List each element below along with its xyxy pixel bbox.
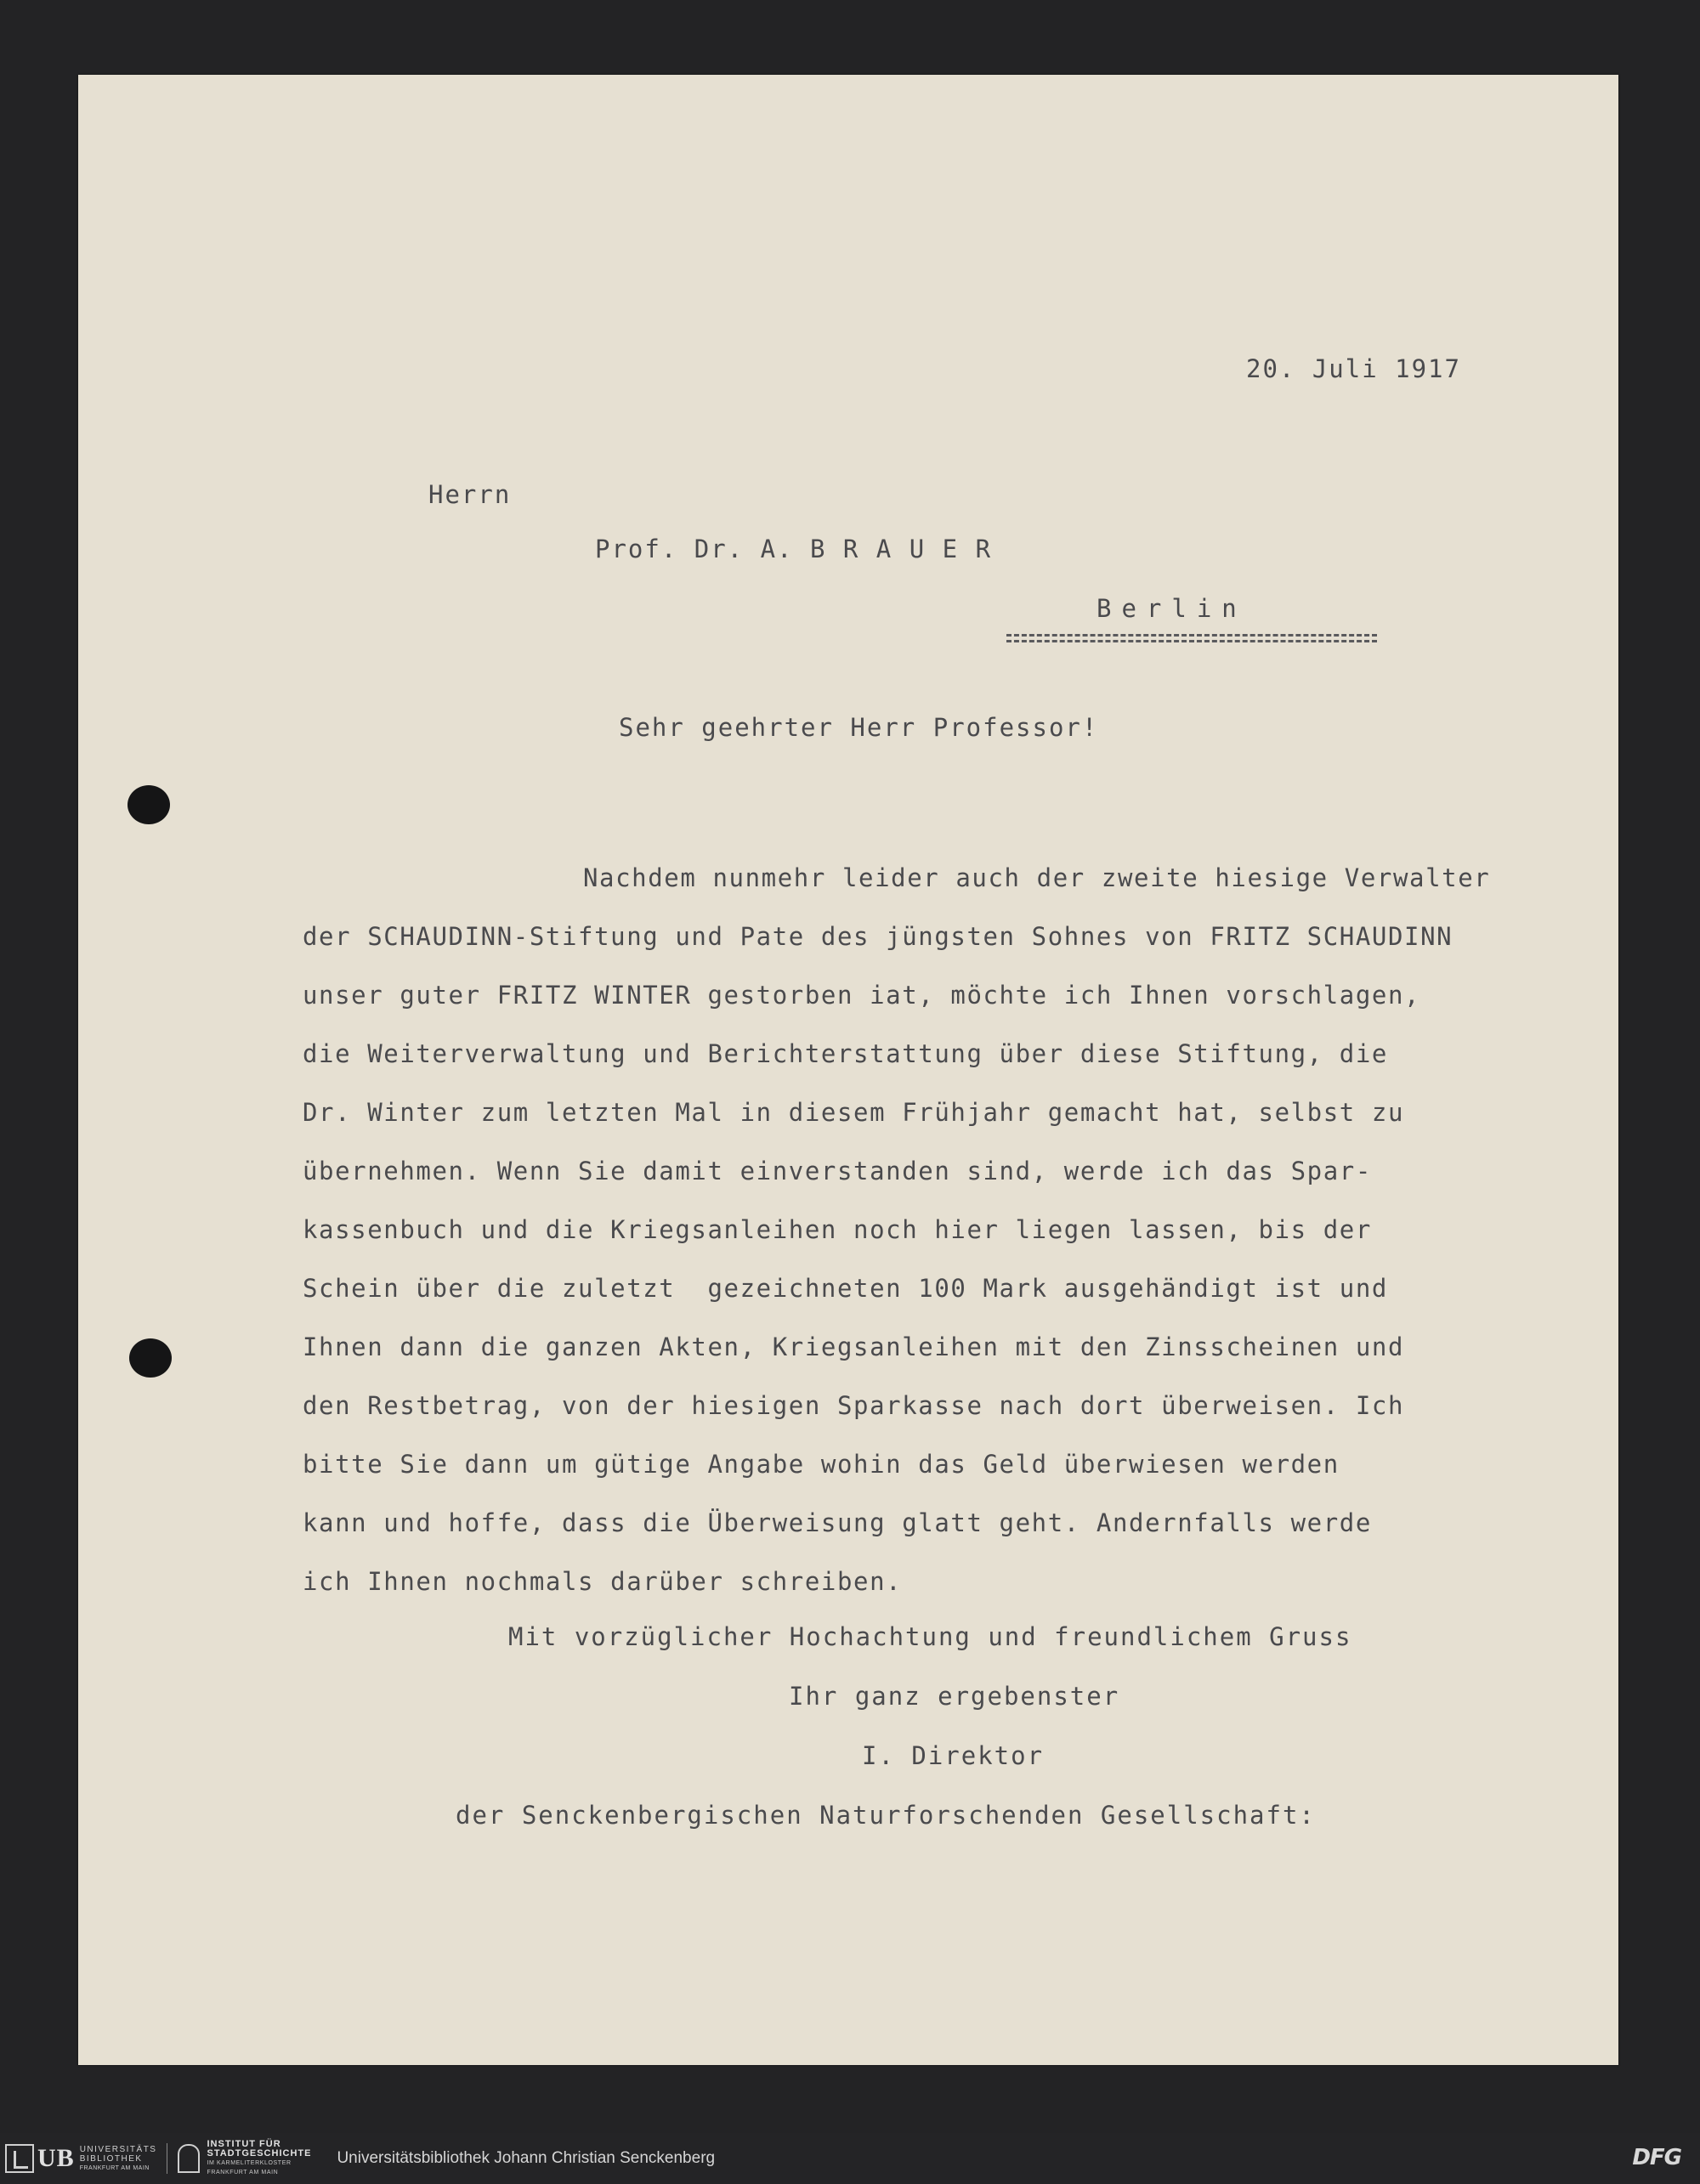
ub-logo: [5, 2140, 156, 2177]
institut-line-2: STADTGESCHICHTE: [207, 2148, 312, 2159]
letter-greeting: Sehr geehrter Herr Professor!: [619, 713, 1099, 742]
institut-line-3: IM KARMELITERKLOSTER: [207, 2160, 292, 2166]
closing-sender: Ihr ganz ergebenster: [789, 1682, 1120, 1711]
letter-body: [303, 863, 1618, 1626]
library-name: Universitätsbibliothek Johann Christian Senckenberg: [337, 2149, 716, 2167]
body-line: kann und hoffe, dass die Überweisung glatt geht. Andernfalls werde: [303, 1508, 1372, 1537]
ub-line-3: FRANKFURT AM MAIN: [79, 2164, 150, 2171]
body-line: bitte Sie dann um gütige Angabe wohin das Geld überwiesen werden: [303, 1450, 1340, 1479]
body-line: ich Ihnen nochmals darüber schreiben.: [303, 1567, 903, 1596]
body-line: Dr. Winter zum letzten Mal in diesem Frühjahr gemacht hat, selbst zu: [303, 1098, 1405, 1127]
recipient-city: Berlin: [1096, 594, 1247, 623]
institut-line-4: FRANKFURT AM MAIN: [207, 2170, 279, 2176]
city-underline: [1006, 634, 1377, 642]
ub-line-1: UNIVERSITÄTS: [79, 2144, 157, 2154]
footer-bar: [0, 2133, 1700, 2184]
ub-letters: UB: [37, 2144, 75, 2172]
body-line: die Weiterverwaltung und Berichterstattung über diese Stiftung, die: [303, 1039, 1388, 1068]
body-line: Schein über die zuletzt gezeichneten 100 Mark ausgehändigt ist und: [303, 1274, 1388, 1303]
punch-hole-bottom: [129, 1338, 172, 1378]
punch-hole-top: [128, 785, 170, 824]
ub-logo-text: [80, 2145, 157, 2173]
body-line: kassenbuch und die Kriegsanleihen noch hier liegen lassen, bis der: [303, 1215, 1372, 1244]
body-line: Nachdem nunmehr leider auch der zweite hiesige Verwalter: [583, 863, 1491, 892]
closing-regards: Mit vorzüglicher Hochachtung und freundlichem Gruss: [508, 1622, 1352, 1651]
institut-line-1: INSTITUT FÜR: [207, 2139, 281, 2149]
closing-title: I. Direktor: [862, 1741, 1045, 1770]
letter-date: 20. Juli 1917: [1246, 354, 1461, 383]
body-line: Ihnen dann die ganzen Akten, Kriegsanleihen mit den Zinsscheinen und: [303, 1332, 1405, 1361]
recipient-salutation: Herrn: [428, 480, 512, 509]
dfg-logo: DFG: [1632, 2145, 1681, 2170]
institut-arch-icon: [178, 2144, 200, 2173]
body-line: übernehmen. Wenn Sie damit einverstanden sind, werde ich das Spar-: [303, 1157, 1372, 1185]
recipient-name: Prof. Dr. A. B R A U E R: [595, 535, 993, 563]
institut-logo: [178, 2140, 311, 2177]
ub-line-2: BIBLIOTHEK: [79, 2153, 143, 2164]
body-line: der SCHAUDINN-Stiftung und Pate des jüngsten Sohnes von FRITZ SCHAUDINN: [303, 922, 1454, 951]
institut-logo-text: [207, 2140, 311, 2177]
ub-logo-icon: [5, 2144, 34, 2173]
body-line: den Restbetrag, von der hiesigen Sparkasse nach dort überweisen. Ich: [303, 1391, 1405, 1420]
body-line: unser guter FRITZ WINTER gestorben iat, möchte ich Ihnen vorschlagen,: [303, 981, 1421, 1010]
closing-organization: der Senckenbergischen Naturforschenden Gesellschaft:: [456, 1801, 1316, 1830]
